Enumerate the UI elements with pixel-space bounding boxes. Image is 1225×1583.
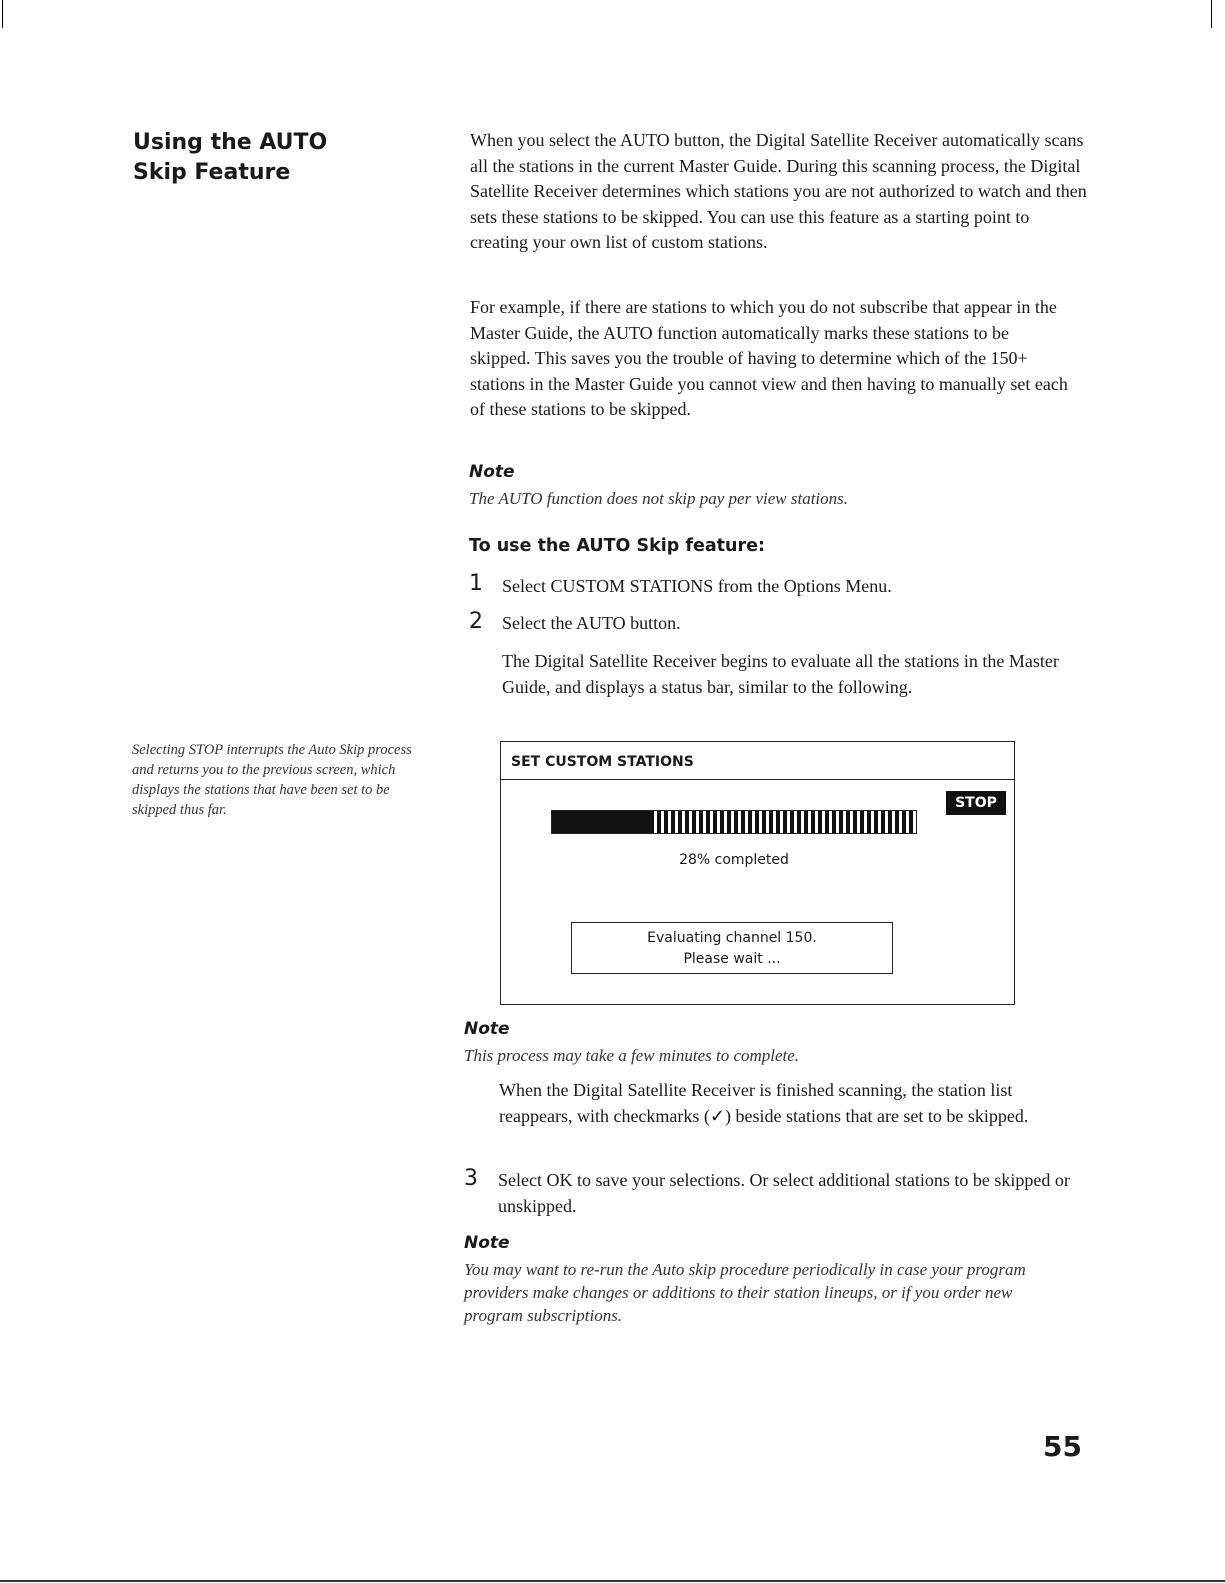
page-number: 55 — [1043, 1430, 1082, 1463]
result-paragraph: When the Digital Satellite Receiver is finished scanning, the station list reappears, with checkmarks (✓) beside stations that are set to be skipped. — [499, 1080, 1029, 1126]
note-label: Note — [464, 1233, 510, 1253]
step-text: Select CUSTOM STATIONS from the Options Menu. — [502, 576, 892, 596]
status-message-box — [571, 922, 893, 974]
step-number: 3 — [464, 1166, 478, 1191]
bottom-rule — [0, 1580, 1225, 1582]
step-detail: The Digital Satellite Receiver begins to evaluate all the stations in the Master Guide, and displays a status bar, similar to the following. — [502, 651, 1059, 697]
progress-bar-fill — [552, 811, 654, 833]
note-label: Note — [469, 462, 515, 482]
step-text: Select OK to save your selections. Or select additional stations to be skipped or unskipped. — [498, 1170, 1070, 1216]
status-line-2: Please wait ... — [683, 951, 781, 967]
stop-button[interactable]: STOP — [946, 791, 1006, 815]
status-line-1: Evaluating channel 150. — [647, 930, 817, 946]
procedure-heading: To use the AUTO Skip feature: — [469, 536, 765, 556]
progress-bar — [551, 810, 917, 834]
crop-mark-right — [1211, 0, 1212, 28]
note-label: Note — [464, 1019, 510, 1039]
note-text: You may want to re-run the Auto skip procedure periodically in case your program providers make changes or additions to their station lineups, or if you order new program subscriptions. — [464, 1260, 1026, 1325]
note-text: The AUTO function does not skip pay per view stations. — [469, 489, 849, 508]
intro-paragraph-2: For example, if there are stations to which you do not subscribe that appear in the Master Guide, the AUTO function automatically marks these stations to be skipped. This saves you the trouble of having to determine which of the 150+ stations in the Master Guide you cannot view and then having to manually set each of these stations to be skipped. — [470, 297, 1068, 419]
side-note: Selecting STOP interrupts the Auto Skip process and returns you to the previous screen, which displays the stations that have been set to be skipped thus far. — [132, 742, 412, 818]
note-text: This process may take a few minutes to complete. — [464, 1046, 800, 1065]
section-title-line1: Using the AUTO — [133, 130, 328, 155]
status-dialog — [500, 741, 1015, 1005]
section-title — [133, 128, 433, 188]
step-number: 2 — [469, 609, 483, 634]
crop-mark-left — [2, 0, 3, 28]
section-title-line2: Skip Feature — [133, 160, 291, 185]
progress-caption: 28% completed — [679, 852, 789, 868]
step-number: 1 — [469, 571, 483, 596]
dialog-title: SET CUSTOM STATIONS — [501, 742, 1014, 780]
intro-paragraph-1: When you select the AUTO button, the Digital Satellite Receiver automatically scans all the stations in the current Master Guide. During this scanning process, the Digital Satellite Receiver determines which stations you are not authorized to watch and then sets these stations to be skipped. You can use this feature as a starting point to creating your own list of custom stations. — [470, 130, 1087, 252]
step-text: Select the AUTO button. — [502, 613, 681, 633]
